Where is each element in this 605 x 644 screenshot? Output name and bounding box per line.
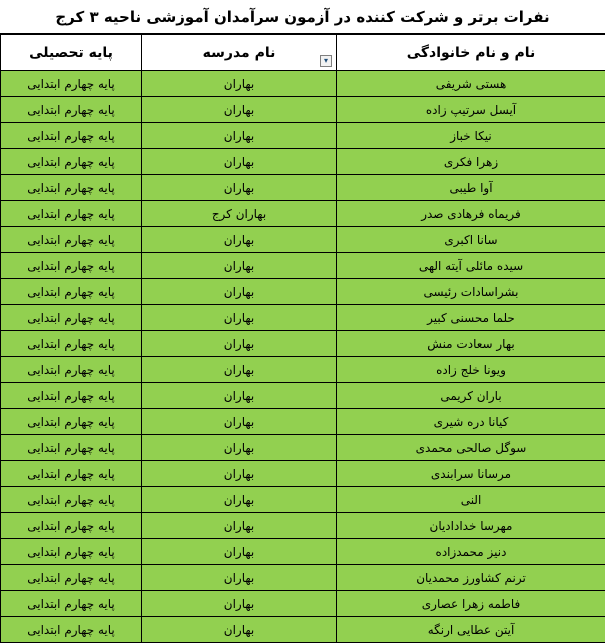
cell-name[interactable]: نیکا خباز [337, 123, 605, 149]
cell-grade[interactable]: پایه چهارم ابتدایی [1, 279, 142, 305]
table-row [1, 331, 605, 357]
cell-school[interactable]: بهاران [142, 565, 337, 591]
table-row [1, 175, 605, 201]
cell-name[interactable]: آوا طیبی [337, 175, 605, 201]
cell-school[interactable]: بهاران [142, 175, 337, 201]
cell-grade[interactable]: پایه چهارم ابتدایی [1, 435, 142, 461]
cell-name[interactable]: مرسانا سرابندی [337, 461, 605, 487]
table-row [1, 201, 605, 227]
cell-name[interactable]: النی [337, 487, 605, 513]
table-row [1, 149, 605, 175]
table-row [1, 409, 605, 435]
cell-name[interactable]: ترنم کشاورز محمدیان [337, 565, 605, 591]
header-grade[interactable] [1, 35, 142, 71]
cell-grade[interactable]: پایه چهارم ابتدایی [1, 565, 142, 591]
cell-school[interactable]: بهاران [142, 357, 337, 383]
cell-school[interactable]: بهاران [142, 591, 337, 617]
cell-school[interactable]: بهاران [142, 539, 337, 565]
cell-school[interactable]: بهاران [142, 279, 337, 305]
cell-school[interactable]: بهاران [142, 97, 337, 123]
table-row [1, 513, 605, 539]
cell-grade[interactable]: پایه چهارم ابتدایی [1, 175, 142, 201]
table-row [1, 357, 605, 383]
table-row [1, 435, 605, 461]
cell-school[interactable]: بهاران [142, 461, 337, 487]
cell-name[interactable]: دنیز محمدزاده [337, 539, 605, 565]
table-row [1, 487, 605, 513]
cell-grade[interactable]: پایه چهارم ابتدایی [1, 71, 142, 97]
cell-name[interactable]: هستی شریفی [337, 71, 605, 97]
cell-school[interactable]: بهاران [142, 513, 337, 539]
cell-grade[interactable]: پایه چهارم ابتدایی [1, 539, 142, 565]
table-row [1, 591, 605, 617]
cell-grade[interactable]: پایه چهارم ابتدایی [1, 617, 142, 643]
table-row [1, 617, 605, 643]
table-row [1, 227, 605, 253]
cell-grade[interactable]: پایه چهارم ابتدایی [1, 149, 142, 175]
cell-name[interactable]: سیده مائلی آیته الهی [337, 253, 605, 279]
cell-school[interactable]: بهاران [142, 227, 337, 253]
cell-name[interactable]: فاطمه زهرا عصاری [337, 591, 605, 617]
table-row [1, 539, 605, 565]
cell-school[interactable]: بهاران [142, 71, 337, 97]
table-row [1, 305, 605, 331]
table-row [1, 279, 605, 305]
cell-grade[interactable]: پایه چهارم ابتدایی [1, 591, 142, 617]
cell-name[interactable]: زهرا فکری [337, 149, 605, 175]
cell-school[interactable]: بهاران [142, 383, 337, 409]
cell-grade[interactable]: پایه چهارم ابتدایی [1, 383, 142, 409]
header-name[interactable] [337, 35, 605, 71]
table-row [1, 383, 605, 409]
table-row [1, 565, 605, 591]
cell-name[interactable]: حلما محسنی کبیر [337, 305, 605, 331]
cell-grade[interactable]: پایه چهارم ابتدایی [1, 201, 142, 227]
header-school-label: نام مدرسه [202, 44, 276, 61]
cell-name[interactable]: کیانا دره شیری [337, 409, 605, 435]
cell-name[interactable]: آیتن عطایی ارنگه [337, 617, 605, 643]
cell-school[interactable]: بهاران [142, 331, 337, 357]
filter-icon[interactable]: ▾ [320, 55, 332, 67]
cell-grade[interactable]: پایه چهارم ابتدایی [1, 227, 142, 253]
cell-grade[interactable]: پایه چهارم ابتدایی [1, 487, 142, 513]
cell-name[interactable]: بشراسادات رئیسی [337, 279, 605, 305]
table-row [1, 123, 605, 149]
cell-school[interactable]: بهاران [142, 487, 337, 513]
table-row [1, 71, 605, 97]
table-row [1, 253, 605, 279]
cell-school[interactable]: بهاران [142, 123, 337, 149]
header-grade-label: پایه تحصیلی [29, 44, 113, 61]
cell-school[interactable]: بهاران [142, 149, 337, 175]
cell-name[interactable]: فریماه فرهادی صدر [337, 201, 605, 227]
cell-grade[interactable]: پایه چهارم ابتدایی [1, 305, 142, 331]
cell-grade[interactable]: پایه چهارم ابتدایی [1, 409, 142, 435]
cell-name[interactable]: سوگل صالحی محمدی [337, 435, 605, 461]
cell-school[interactable]: بهاران [142, 305, 337, 331]
cell-grade[interactable]: پایه چهارم ابتدایی [1, 253, 142, 279]
cell-grade[interactable]: پایه چهارم ابتدایی [1, 331, 142, 357]
cell-name[interactable]: آیسل سرتیپ زاده [337, 97, 605, 123]
cell-grade[interactable]: پایه چهارم ابتدایی [1, 97, 142, 123]
cell-name[interactable]: بهار سعادت منش [337, 331, 605, 357]
cell-school[interactable]: بهاران [142, 409, 337, 435]
cell-name[interactable]: باران کریمی [337, 383, 605, 409]
cell-grade[interactable]: پایه چهارم ابتدایی [1, 461, 142, 487]
cell-grade[interactable]: پایه چهارم ابتدایی [1, 123, 142, 149]
header-school[interactable] [142, 35, 337, 71]
cell-name[interactable]: ویونا خلج زاده [337, 357, 605, 383]
cell-school[interactable]: بهاران [142, 435, 337, 461]
table-row [1, 97, 605, 123]
table-row [1, 461, 605, 487]
cell-grade[interactable]: پایه چهارم ابتدایی [1, 357, 142, 383]
cell-name[interactable]: سانا اکبری [337, 227, 605, 253]
cell-school[interactable]: بهاران کرج [142, 201, 337, 227]
cell-school[interactable]: بهاران [142, 253, 337, 279]
cell-school[interactable]: بهاران [142, 617, 337, 643]
sheet-title: نفرات برتر و شرکت کننده در آزمون سرآمدان آموزشی ناحیه ۳ کرج [0, 0, 605, 34]
cell-grade[interactable]: پایه چهارم ابتدایی [1, 513, 142, 539]
cell-name[interactable]: مهرسا خدادادیان [337, 513, 605, 539]
header-row [1, 35, 605, 71]
header-name-label: نام و نام خانوادگی [406, 44, 536, 61]
results-table [0, 34, 605, 643]
